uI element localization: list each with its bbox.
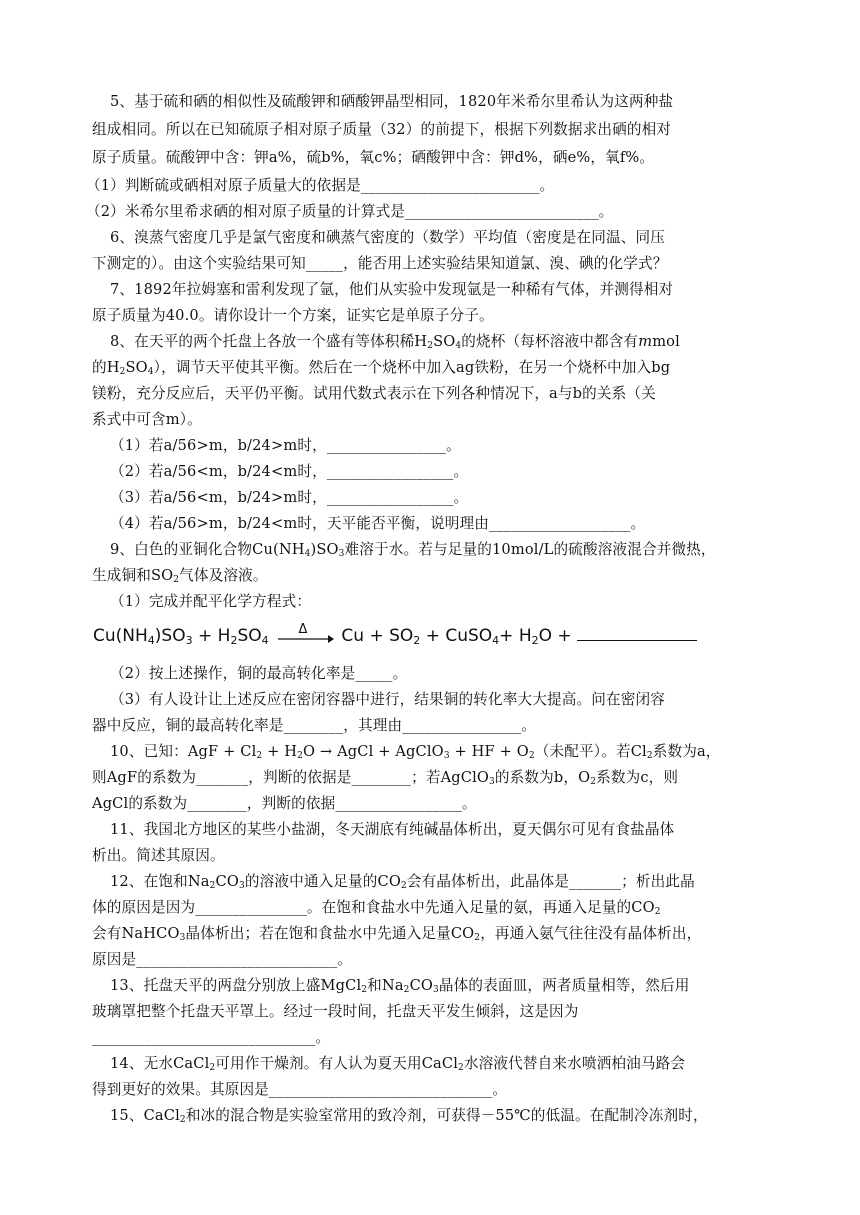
q5-line-2: 组成相同。所以在已知硫原子相对原子质量（32）的前提下，根据下列数据求出硒的相对 [92, 121, 672, 138]
q13-line-1: 13、托盘天平的两盘分别放上盛MgCl$_2$和$Na_2CO_3$晶体的表面皿，两者质量相等，然后用 [110, 977, 690, 995]
q7-line-1: 7、1892年拉姆塞和雷利发现了氩，他们从实验中发现氩是一种稀有气体，并测得相对 [110, 281, 674, 298]
q11-line-2: 析出。简述其原因。 [92, 847, 225, 864]
q9-line-1: 9、白色的亚铜化合物$Cu(NH_4)SO_3$难溶于水。若与足量的10mol/L的硫酸溶液混合并微热， [110, 541, 716, 559]
q8-case-1: （1）若a/56>m，b/24>m时，________________。 [110, 437, 461, 454]
q12-line-4: 原因是___________________________。 [92, 951, 353, 968]
q9-line-5: （3）有人设计让上述反应在密闭容器中进行，结果铜的转化率大大提高。问在密闭容 [110, 691, 665, 708]
q9-line-3: （1）完成并配平化学方程式： [110, 593, 312, 610]
answer-blank [577, 624, 697, 641]
q6-line-1: 6、溴蒸气密度几乎是氯气密度和碘蒸气密度的（数学）平均值（密度是在同温、同压 [110, 229, 665, 246]
heat-arrow-icon [276, 622, 334, 646]
q12-line-2: 体的原因是因为_______________。在饱和食盐水中先通入足量的氨，再通入足量的$CO_2$ [92, 899, 661, 917]
q6-line-2: 下测定的）。由这个实验结果可知_____，能否用上述实验结果知道氯、溴、碘的化学式？ [92, 255, 668, 272]
q7-line-2: 原子质量为40.0。请你设计一个方案，证实它是单原子分子。 [92, 307, 494, 324]
q9-line-4: （2）按上述操作，铜的最高转化率是_____。 [110, 665, 408, 682]
chemical-equation: $Cu(NH_4)SO_3 + H_2SO_4$ Δ $Cu + SO_2$ + CuSO$_4$+ $H_2O$ + [93, 624, 697, 648]
q9-line-2: 生成铜和$SO_2$气体及溶液。 [92, 567, 268, 585]
heat-symbol: Δ [298, 622, 308, 637]
q10-line-2: 则AgF的系数为_______，判断的依据是________；若AgClO$_3$的系数为b，$O_2$系数为c，则 [92, 769, 679, 787]
q14-line-1: 14、无水CaCl$_2$可用作干燥剂。有人认为夏天用CaCl$_2$水溶液代替自来水喷洒柏油马路会 [110, 1055, 686, 1073]
q13-line-3: ______________________________。 [92, 1029, 331, 1046]
q5-line-1: 5、基于硫和硒的相似性及硫酸钾和硒酸钾晶型相同，1820年米希尔里希认为这两种盐 [110, 93, 674, 110]
q10-line-1: 10、已知：AgF + $Cl_2 + H_2O$ → AgCl + AgClO$_3$ + HF + $O_2$（未配平）。若$Cl_2$系数为a， [110, 743, 721, 761]
q11-line-1: 11、我国北方地区的某些小盐湖，冬天湖底有纯碱晶体析出，夏天偶尔可见有食盐晶体 [110, 821, 675, 838]
q8-line-2: 的$H_2SO_4$），调节天平使其平衡。然后在一个烧杯中加入ag铁粉，在另一个烧杯中加入bg [92, 359, 671, 377]
q8-line-1: 8、在天平的两个托盘上各放一个盛有等体积稀$H_2SO_4$的烧杯（每杯溶液中都含有mmol [110, 333, 680, 351]
q5-line-3: 原子质量。硫酸钾中含：钾a%，硫b%，氧c%；硒酸钾中含：钾d%，硒e%，氧f%。 [92, 149, 655, 166]
q13-line-2: 玻璃罩把整个托盘天平罩上。经过一段时间，托盘天平发生倾斜，这是因为 [92, 1003, 579, 1020]
q8-case-2: （2）若a/56<m，b/24<m时，_________________。 [110, 463, 469, 480]
q5-line-5: （2）米希尔里希求硒的相对原子质量的计算式是__________________________。 [86, 203, 614, 220]
q8-case-3: （3）若a/56<m，b/24>m时，_________________。 [110, 489, 469, 506]
q8-case-4: （4）若a/56>m，b/24<m时，天平能否平衡，说明理由___________________。 [110, 515, 646, 532]
q5-line-4: （1）判断硫或硒相对原子质量大的依据是________________________。 [86, 177, 555, 194]
q8-line-4: 系式中可含m）。 [92, 411, 202, 428]
q9-line-6: 器中反应，铜的最高转化率是________，其理由________________。 [92, 717, 537, 734]
q8-line-3: 镁粉，充分反应后，天平仍平衡。试用代数式表示在下列各种情况下，a与b的关系（关 [92, 385, 656, 402]
q14-line-2: 得到更好的效果。其原因是______________________________。 [92, 1081, 508, 1098]
q12-line-1: 12、在饱和$Na_2CO_3$的溶液中通入足量的$CO_2$会有晶体析出，此晶体是_______；析出此晶 [110, 873, 695, 891]
q10-line-3: AgCl的系数为________，判断的依据_________________。 [92, 795, 477, 812]
q12-line-3: 会有NaHCO$_3$晶体析出；若在饱和食盐水中先通入足量$CO_2$，再通入氨气往往没有晶体析出， [92, 925, 702, 943]
q15-line-1: 15、CaCl$_2$和冰的混合物是实验室常用的致冷剂，可获得－55℃的低温。在配制冷冻剂时， [110, 1107, 708, 1125]
